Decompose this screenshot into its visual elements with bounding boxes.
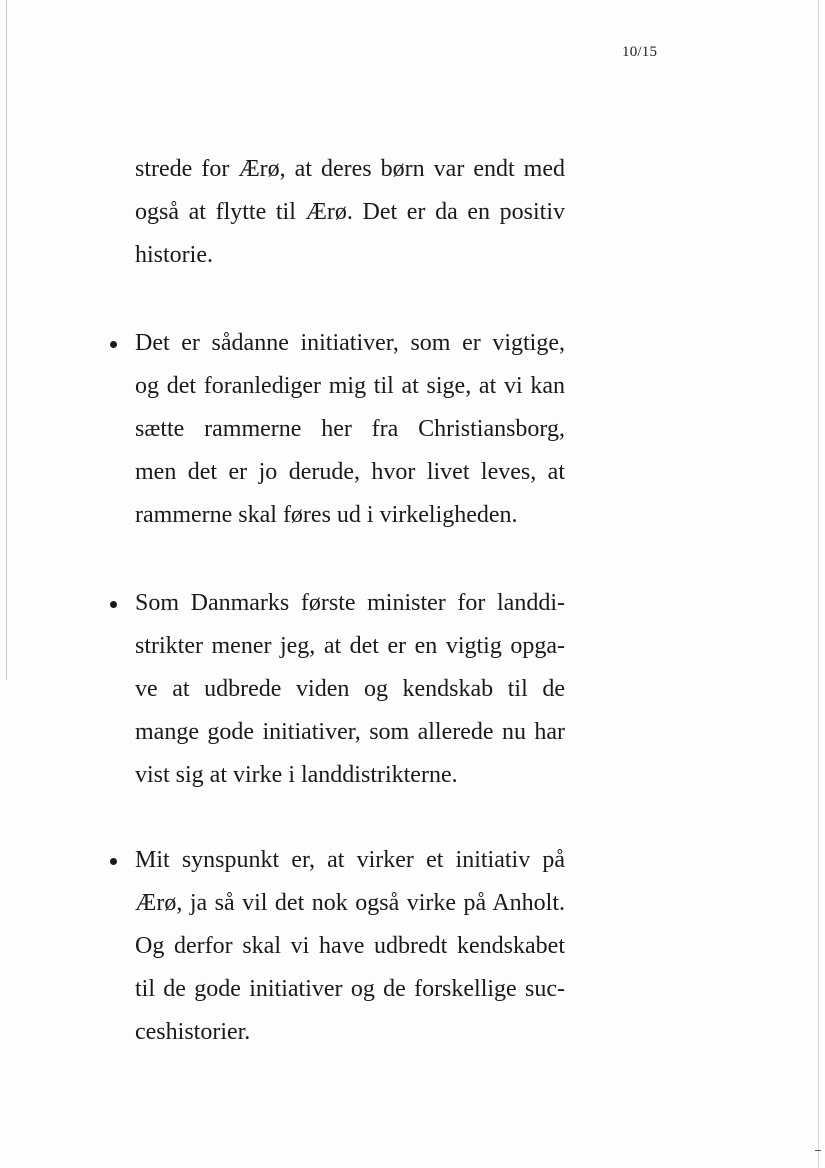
bullet-paragraph bbox=[135, 582, 565, 797]
text-line: og det foranlediger mig til at sige, at vi kan bbox=[135, 373, 565, 399]
scan-edge-left bbox=[6, 0, 7, 680]
text-line: også at flytte til Ærø. Det er da en positiv bbox=[135, 199, 565, 225]
text-line: men det er jo derude, hvor livet leves, at bbox=[135, 459, 565, 485]
bullet-icon bbox=[110, 601, 117, 608]
bullet-paragraph bbox=[135, 839, 565, 1054]
text-line: historie. bbox=[135, 242, 213, 268]
text-line: mange gode initiativer, som allerede nu har bbox=[135, 719, 565, 745]
text-line: ve at udbrede viden og kendskab til de bbox=[135, 676, 565, 702]
bullet-item-2 bbox=[110, 582, 570, 797]
bullet-item-3 bbox=[110, 839, 570, 1054]
scan-edge-mark bbox=[815, 1150, 821, 1151]
page-number: 10/15 bbox=[622, 44, 658, 60]
text-line: Ærø, ja så vil det nok også virke på Anholt. bbox=[135, 890, 565, 916]
bullet-icon bbox=[110, 341, 117, 348]
text-line: strikter mener jeg, at det er en vigtig opga- bbox=[135, 633, 565, 659]
text-line: rammerne skal føres ud i virkeligheden. bbox=[135, 502, 518, 528]
text-line: ceshistorier. bbox=[135, 1019, 251, 1045]
bullet-item-1 bbox=[110, 322, 570, 537]
bullet-icon bbox=[110, 858, 117, 865]
intro-paragraph bbox=[135, 148, 565, 277]
text-line: Som Danmarks første minister for landdi- bbox=[135, 590, 565, 616]
text-line: sætte rammerne her fra Christiansborg, bbox=[135, 416, 565, 442]
text-line: Det er sådanne initiativer, som er vigtige, bbox=[135, 330, 565, 356]
text-line: Og derfor skal vi have udbredt kendskabet bbox=[135, 933, 565, 959]
text-line: strede for Ærø, at deres børn var endt med bbox=[135, 156, 565, 182]
text-line: til de gode initiativer og de forskellige suc- bbox=[135, 976, 565, 1002]
text-line: Mit synspunkt er, at virker et initiativ på bbox=[135, 847, 565, 873]
scan-edge-right bbox=[818, 0, 819, 1168]
bullet-paragraph bbox=[135, 322, 565, 537]
text-line: vist sig at virke i landdistrikterne. bbox=[135, 762, 458, 788]
